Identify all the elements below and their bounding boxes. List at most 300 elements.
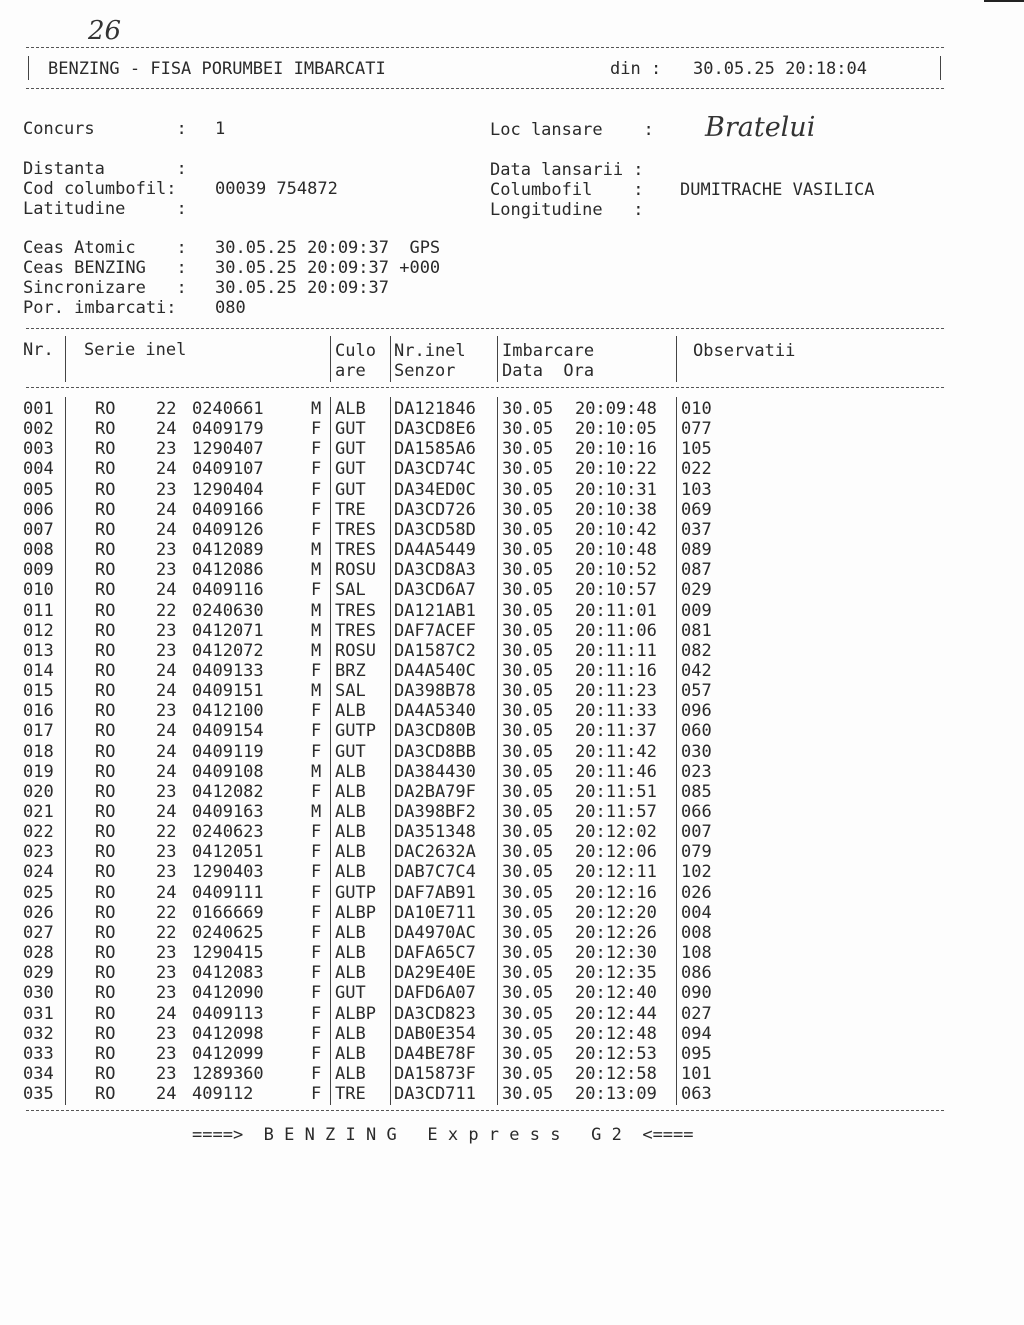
row-nr: 003: [23, 439, 54, 460]
row-sensor-ring: DA3CD8BB: [394, 741, 476, 762]
document-title: BENZING - FISA PORUMBEI IMBARCATI: [48, 59, 386, 79]
row-sex: F: [311, 701, 322, 722]
row-nr: 016: [23, 701, 54, 722]
row-color: ROSU: [335, 640, 376, 661]
row-sensor-ring: DA3CD711: [394, 1084, 476, 1105]
distanta-label: Distanta :: [23, 159, 187, 179]
row-year: 24: [156, 499, 177, 520]
row-sex: M: [311, 540, 322, 561]
row-observation: 094: [681, 1023, 712, 1044]
row-date: 30.05: [502, 620, 554, 641]
row-date: 30.05: [502, 1084, 554, 1105]
row-year: 23: [156, 560, 177, 581]
row-observation: 026: [681, 882, 712, 903]
row-sex: F: [311, 660, 322, 681]
row-color: ALB: [335, 862, 366, 883]
row-country: RO: [95, 1023, 116, 1044]
row-nr: 021: [23, 802, 54, 822]
row-country: RO: [95, 439, 116, 460]
row-year: 23: [156, 862, 177, 883]
row-date: 30.05: [502, 681, 554, 702]
col-header-observatii: Observatii: [693, 341, 796, 361]
row-date: 30.05: [502, 660, 554, 681]
row-year: 24: [156, 882, 177, 903]
row-country: RO: [95, 902, 116, 923]
sincronizare-value: 30.05.25 20:09:37: [215, 278, 389, 298]
row-country: RO: [95, 781, 116, 802]
table-row: [0, 963, 1024, 983]
row-time: 20:10:16: [575, 439, 657, 460]
row-year: 23: [156, 1043, 177, 1064]
row-date: 30.05: [502, 902, 554, 923]
row-sex: M: [311, 620, 322, 641]
row-color: ALB: [335, 1063, 366, 1084]
table-row: [0, 742, 1024, 762]
row-nr: 011: [23, 600, 54, 621]
row-country: RO: [95, 922, 116, 943]
row-ring-number: 0412089: [192, 540, 264, 561]
row-ring-number: 0412090: [192, 983, 264, 1004]
row-date: 30.05: [502, 419, 554, 440]
row-year: 24: [156, 802, 177, 822]
row-sensor-ring: DA384430: [394, 761, 476, 782]
table-header-separator: [26, 387, 944, 388]
row-nr: 030: [23, 983, 54, 1004]
row-country: RO: [95, 1084, 116, 1105]
row-time: 20:11:37: [575, 721, 657, 742]
row-ring-number: 1290404: [192, 479, 264, 500]
row-time: 20:10:52: [575, 560, 657, 581]
cod-columbofil-label: Cod columbofil:: [23, 179, 177, 199]
table-row: [0, 621, 1024, 641]
row-year: 23: [156, 781, 177, 802]
row-country: RO: [95, 822, 116, 843]
row-nr: 014: [23, 660, 54, 681]
row-date: 30.05: [502, 761, 554, 782]
row-date: 30.05: [502, 1003, 554, 1024]
row-sensor-ring: DA3CD58D: [394, 519, 476, 540]
cod-columbofil-value: 00039 754872: [215, 179, 338, 199]
row-sex: F: [311, 459, 322, 480]
row-year: 24: [156, 761, 177, 782]
row-sensor-ring: DA4970AC: [394, 922, 476, 943]
row-color: ALBP: [335, 1003, 376, 1024]
row-color: GUT: [335, 983, 366, 1004]
row-sensor-ring: DA4A5340: [394, 701, 476, 722]
table-row: [0, 661, 1024, 681]
row-color: TRE: [335, 499, 366, 520]
row-year: 23: [156, 620, 177, 641]
row-color: GUT: [335, 419, 366, 440]
table-row: [0, 580, 1024, 600]
row-sex: F: [311, 1043, 322, 1064]
row-sex: F: [311, 922, 322, 943]
row-observation: 085: [681, 781, 712, 802]
row-ring-number: 0412082: [192, 781, 264, 802]
row-sex: F: [311, 862, 322, 883]
handwritten-page-mark: 26: [88, 16, 122, 46]
row-date: 30.05: [502, 540, 554, 561]
row-ring-number: 409112: [192, 1084, 254, 1105]
row-nr: 027: [23, 922, 54, 943]
row-nr: 019: [23, 761, 54, 782]
row-observation: 008: [681, 922, 712, 943]
row-sensor-ring: DA351348: [394, 822, 476, 843]
row-sensor-ring: DA3CD80B: [394, 721, 476, 742]
row-time: 20:12:44: [575, 1003, 657, 1024]
row-sex: M: [311, 560, 322, 581]
row-observation: 101: [681, 1063, 712, 1084]
row-time: 20:12:35: [575, 963, 657, 984]
row-sensor-ring: DAC2632A: [394, 842, 476, 863]
row-year: 22: [156, 399, 177, 419]
row-date: 30.05: [502, 862, 554, 883]
row-ring-number: 0412071: [192, 620, 264, 641]
row-time: 20:12:26: [575, 922, 657, 943]
row-observation: 086: [681, 963, 712, 984]
row-time: 20:12:20: [575, 902, 657, 923]
row-ring-number: 1290415: [192, 943, 264, 964]
row-sex: F: [311, 781, 322, 802]
table-row: [0, 1024, 1024, 1044]
row-date: 30.05: [502, 580, 554, 601]
table-row: [0, 762, 1024, 782]
row-country: RO: [95, 802, 116, 822]
columbofil-value: DUMITRACHE VASILICA: [680, 180, 875, 200]
row-ring-number: 0412086: [192, 560, 264, 581]
row-date: 30.05: [502, 600, 554, 621]
row-ring-number: 0409107: [192, 459, 264, 480]
row-sensor-ring: DAB7C7C4: [394, 862, 476, 883]
row-country: RO: [95, 479, 116, 500]
row-observation: 096: [681, 701, 712, 722]
row-date: 30.05: [502, 721, 554, 742]
row-country: RO: [95, 842, 116, 863]
footer-brand: ====> B E N Z I N G E x p r e s s G 2 <====: [192, 1125, 694, 1145]
table-row: [0, 1004, 1024, 1024]
row-nr: 001: [23, 399, 54, 419]
row-color: ALB: [335, 822, 366, 843]
row-year: 23: [156, 1023, 177, 1044]
row-date: 30.05: [502, 519, 554, 540]
row-sex: F: [311, 721, 322, 742]
row-ring-number: 0409163: [192, 802, 264, 822]
row-country: RO: [95, 1003, 116, 1024]
row-time: 20:12:16: [575, 882, 657, 903]
row-color: ALB: [335, 701, 366, 722]
row-sex: F: [311, 983, 322, 1004]
row-observation: 089: [681, 540, 712, 561]
row-sensor-ring: DAB0E354: [394, 1023, 476, 1044]
row-year: 23: [156, 640, 177, 661]
longitudine-label: Longitudine :: [490, 200, 644, 220]
row-year: 22: [156, 600, 177, 621]
row-color: TRES: [335, 620, 376, 641]
row-color: ALB: [335, 922, 366, 943]
row-year: 23: [156, 842, 177, 863]
row-nr: 007: [23, 519, 54, 540]
row-date: 30.05: [502, 983, 554, 1004]
row-ring-number: 0240623: [192, 822, 264, 843]
porumbei-imbarcati-value: 080: [215, 298, 246, 318]
row-color: TRES: [335, 600, 376, 621]
header-left-border: [28, 56, 29, 80]
row-nr: 017: [23, 721, 54, 742]
row-observation: 108: [681, 943, 712, 964]
row-time: 20:11:33: [575, 701, 657, 722]
row-observation: 090: [681, 983, 712, 1004]
row-observation: 095: [681, 1043, 712, 1064]
table-row: [0, 903, 1024, 923]
row-country: RO: [95, 620, 116, 641]
row-country: RO: [95, 459, 116, 480]
row-ring-number: 0409113: [192, 1003, 264, 1024]
row-observation: 081: [681, 620, 712, 641]
row-country: RO: [95, 963, 116, 984]
row-sensor-ring: DAFA65C7: [394, 943, 476, 964]
row-sensor-ring: DA2BA79F: [394, 781, 476, 802]
row-nr: 006: [23, 499, 54, 520]
row-observation: 004: [681, 902, 712, 923]
row-date: 30.05: [502, 741, 554, 762]
row-year: 22: [156, 822, 177, 843]
row-observation: 082: [681, 640, 712, 661]
row-date: 30.05: [502, 822, 554, 843]
row-date: 30.05: [502, 1063, 554, 1084]
row-date: 30.05: [502, 842, 554, 863]
row-color: GUT: [335, 479, 366, 500]
row-sensor-ring: DA4BE78F: [394, 1043, 476, 1064]
row-nr: 022: [23, 822, 54, 843]
row-ring-number: 0409166: [192, 499, 264, 520]
row-time: 20:10:31: [575, 479, 657, 500]
table-row: [0, 1064, 1024, 1084]
row-observation: 079: [681, 842, 712, 863]
row-country: RO: [95, 983, 116, 1004]
columbofil-label: Columbofil :: [490, 180, 644, 200]
row-sensor-ring: DA4A5449: [394, 540, 476, 561]
row-color: GUT: [335, 459, 366, 480]
row-time: 20:12:48: [575, 1023, 657, 1044]
row-sensor-ring: DA4A540C: [394, 660, 476, 681]
row-ring-number: 1290407: [192, 439, 264, 460]
row-ring-number: 0412051: [192, 842, 264, 863]
row-time: 20:11:06: [575, 620, 657, 641]
row-ring-number: 0409119: [192, 741, 264, 762]
row-year: 24: [156, 580, 177, 601]
ceas-benzing-label: Ceas BENZING :: [23, 258, 187, 278]
generated-timestamp: 30.05.25 20:18:04: [693, 59, 867, 79]
row-time: 20:11:23: [575, 681, 657, 702]
table-row: [0, 701, 1024, 721]
row-date: 30.05: [502, 399, 554, 419]
row-time: 20:12:53: [575, 1043, 657, 1064]
row-ring-number: 0412100: [192, 701, 264, 722]
row-color: ALB: [335, 761, 366, 782]
row-date: 30.05: [502, 439, 554, 460]
row-color: ALB: [335, 781, 366, 802]
row-ring-number: 1290403: [192, 862, 264, 883]
table-row: [0, 883, 1024, 903]
table-row: [0, 862, 1024, 882]
table-row: [0, 601, 1024, 621]
row-sensor-ring: DA3CD823: [394, 1003, 476, 1024]
row-ring-number: 0412072: [192, 640, 264, 661]
row-ring-number: 0412099: [192, 1043, 264, 1064]
table-row: [0, 721, 1024, 741]
table-row: [0, 480, 1024, 500]
row-sex: F: [311, 882, 322, 903]
row-sex: F: [311, 902, 322, 923]
row-date: 30.05: [502, 882, 554, 903]
table-row: [0, 419, 1024, 439]
header-bottom-border: [26, 88, 944, 89]
row-year: 23: [156, 439, 177, 460]
row-time: 20:12:40: [575, 983, 657, 1004]
table-row: [0, 520, 1024, 540]
row-date: 30.05: [502, 640, 554, 661]
row-observation: 007: [681, 822, 712, 843]
row-sensor-ring: DA10E711: [394, 902, 476, 923]
row-country: RO: [95, 519, 116, 540]
data-lansarii-label: Data lansarii :: [490, 160, 644, 180]
row-observation: 009: [681, 600, 712, 621]
row-country: RO: [95, 701, 116, 722]
row-color: ALB: [335, 1043, 366, 1064]
loc-lansare-label: Loc lansare :: [490, 120, 654, 140]
row-color: GUT: [335, 741, 366, 762]
row-year: 23: [156, 540, 177, 561]
table-bottom-border: [26, 1110, 944, 1111]
row-sex: F: [311, 1023, 322, 1044]
row-observation: 102: [681, 862, 712, 883]
row-ring-number: 1289360: [192, 1063, 264, 1084]
table-row: [0, 923, 1024, 943]
row-color: ALB: [335, 1023, 366, 1044]
table-row: [0, 560, 1024, 580]
row-observation: 063: [681, 1084, 712, 1105]
row-nr: 026: [23, 902, 54, 923]
row-date: 30.05: [502, 781, 554, 802]
row-sex: M: [311, 600, 322, 621]
row-ring-number: 0409116: [192, 580, 264, 601]
row-sex: F: [311, 1084, 322, 1105]
row-sensor-ring: DA3CD8A3: [394, 560, 476, 581]
row-sex: M: [311, 802, 322, 822]
row-nr: 012: [23, 620, 54, 641]
row-country: RO: [95, 580, 116, 601]
row-ring-number: 0240630: [192, 600, 264, 621]
row-nr: 004: [23, 459, 54, 480]
row-sensor-ring: DA3CD726: [394, 499, 476, 520]
row-year: 24: [156, 660, 177, 681]
row-year: 24: [156, 1003, 177, 1024]
row-observation: 066: [681, 802, 712, 822]
col-header-serie-inel: Serie inel: [84, 340, 187, 360]
ceas-atomic-label: Ceas Atomic :: [23, 238, 187, 258]
row-sex: F: [311, 842, 322, 863]
row-date: 30.05: [502, 1023, 554, 1044]
row-nr: 028: [23, 943, 54, 964]
table-row: [0, 459, 1024, 479]
generated-label: din :: [610, 59, 662, 79]
row-time: 20:11:51: [575, 781, 657, 802]
row-ring-number: 0409133: [192, 660, 264, 681]
row-observation: 069: [681, 499, 712, 520]
col-header-culoare-1: Culo: [335, 341, 376, 361]
latitudine-label: Latitudine :: [23, 199, 187, 219]
col-sep-header-5: [676, 336, 677, 382]
row-ring-number: 0409154: [192, 721, 264, 742]
col-sep-header-1: [65, 336, 66, 382]
table-row: [0, 681, 1024, 701]
row-sex: F: [311, 519, 322, 540]
row-sensor-ring: DA15873F: [394, 1063, 476, 1084]
row-nr: 013: [23, 640, 54, 661]
row-country: RO: [95, 499, 116, 520]
row-sensor-ring: DA29E40E: [394, 963, 476, 984]
row-time: 20:10:22: [575, 459, 657, 480]
row-country: RO: [95, 943, 116, 964]
row-country: RO: [95, 399, 116, 419]
row-sensor-ring: DA398B78: [394, 681, 476, 702]
table-row: [0, 399, 1024, 419]
row-sex: F: [311, 479, 322, 500]
table-row: [0, 500, 1024, 520]
row-sensor-ring: DA34ED0C: [394, 479, 476, 500]
row-time: 20:12:30: [575, 943, 657, 964]
table-row: [0, 822, 1024, 842]
row-observation: 057: [681, 681, 712, 702]
table-row: [0, 782, 1024, 802]
row-observation: 087: [681, 560, 712, 581]
table-row: [0, 802, 1024, 822]
row-color: BRZ: [335, 660, 366, 681]
col-header-imbarcare-2: Data Ora: [502, 361, 595, 381]
row-sex: M: [311, 399, 322, 419]
row-color: ALB: [335, 842, 366, 863]
row-ring-number: 0409126: [192, 519, 264, 540]
row-country: RO: [95, 419, 116, 440]
row-year: 24: [156, 419, 177, 440]
row-nr: 031: [23, 1003, 54, 1024]
row-sex: F: [311, 943, 322, 964]
row-nr: 033: [23, 1043, 54, 1064]
table-top-border: [26, 328, 944, 329]
row-sex: F: [311, 822, 322, 843]
table-row: [0, 1044, 1024, 1064]
ceas-atomic-value: 30.05.25 20:09:37 GPS: [215, 238, 441, 258]
row-nr: 029: [23, 963, 54, 984]
row-year: 24: [156, 459, 177, 480]
row-date: 30.05: [502, 922, 554, 943]
row-year: 24: [156, 721, 177, 742]
row-ring-number: 0412083: [192, 963, 264, 984]
row-year: 24: [156, 519, 177, 540]
row-year: 23: [156, 479, 177, 500]
table-row: [0, 842, 1024, 862]
row-country: RO: [95, 660, 116, 681]
row-country: RO: [95, 741, 116, 762]
row-country: RO: [95, 560, 116, 581]
row-country: RO: [95, 540, 116, 561]
col-header-nr-inel-1: Nr.inel: [394, 341, 466, 361]
row-date: 30.05: [502, 943, 554, 964]
row-sensor-ring: DAF7ACEF: [394, 620, 476, 641]
row-date: 30.05: [502, 802, 554, 822]
row-sensor-ring: DA3CD8E6: [394, 419, 476, 440]
row-nr: 020: [23, 781, 54, 802]
